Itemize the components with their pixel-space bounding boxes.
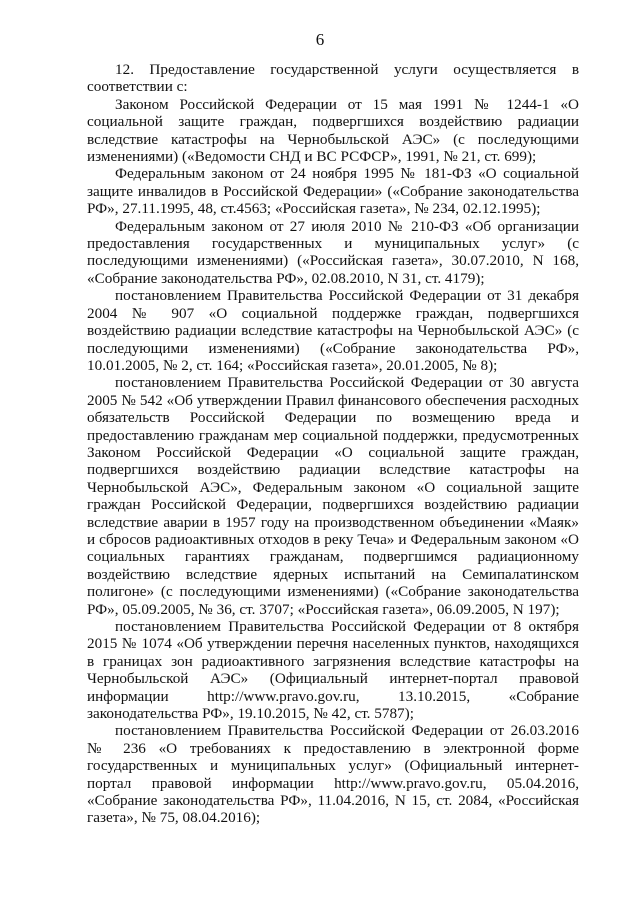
paragraph-law-181-fz: Федеральным законом от 24 ноября 1995 № 181-ФЗ «О социальной защите инвалидов в Российской Федерации» («Собрание законодательства РФ», 27.11.1995, 48, ст.4563; «Российская газета», № 234, 02.12.1995);	[87, 165, 579, 218]
paragraph-service-basis: 12. Предоставление государственной услуги осуществляется в соответствии с:	[87, 61, 579, 96]
paragraph-resolution-1074: постановлением Правительства Российской Федерации от 8 октября 2015 № 1074 «Об утверждении перечня населенных пунктов, находящихся в границах зон радиоактивного загрязнения вследствие катастрофы на Чернобыльской АЭС» (Официальный интернет-портал правовой информации http://www.pravo.gov.ru, 13.10.2015, «Собрание законодательства РФ», 19.10.2015, № 42, ст. 5787);	[87, 618, 579, 723]
paragraph-resolution-907: постановлением Правительства Российской Федерации от 31 декабря 2004 № 907 «О социальной поддержке граждан, подвергшихся воздействию радиации вследствие катастрофы на Чернобыльской АЭС» (с последующими изменениями) («Собрание законодательства РФ», 10.01.2005, № 2, ст. 164; «Российская газета», 20.01.2005, № 8);	[87, 287, 579, 374]
document-body	[87, 61, 579, 827]
paragraph-resolution-236: постановлением Правительства Российской Федерации от 26.03.2016 № 236 «О требованиях к предоставлению в электронной форме государственных и муниципальных услуг» (Официальный интернет-портал правовой информации http://www.pravo.gov.ru, 05.04.2016, «Собрание законодательства РФ», 11.04.2016, N 15, ст. 2084, «Российская газета», № 75, 08.04.2016);	[87, 722, 579, 827]
page-number: 6	[315, 30, 325, 49]
paragraph-resolution-542: постановлением Правительства Российской Федерации от 30 августа 2005 № 542 «Об утверждении Правил финансового обеспечения расходных обязательств Российской Федерации по возмещению вреда и предоставлению гражданам мер социальной поддержки, предусмотренных Законом Российской Федерации «О социальной защите граждан, подвергшихся воздействию радиации вследствие катастрофы на Чернобыльской АЭС», Федеральным законом «О социальной защите граждан Российской Федерации, подвергшихся воздействию радиации вследствие аварии в 1957 году на производственном объединении «Маяк» и сбросов радиоактивных отходов в реку Теча» и Федеральным законом «О социальных гарантиях гражданам, подвергшимся радиационному воздействию вследствие ядерных испытаний на Семипалатинском полигоне» (с последующими изменениями) («Собрание законодательства РФ», 05.09.2005, № 36, ст. 3707; «Российская газета», 06.09.2005, N 197);	[87, 374, 579, 618]
paragraph-law-1244-1: Законом Российской Федерации от 15 мая 1991 № 1244-1 «О социальной защите граждан, подвергшихся воздействию радиации вследствие катастрофы на Чернобыльской АЭС» (с последующими изменениями) («Ведомости СНД и ВС РСФСР», 1991, № 21, ст. 699);	[87, 95, 579, 166]
paragraph-law-210-fz: Федеральным законом от 27 июля 2010 № 210-ФЗ «Об организации предоставления государственных и муниципальных услуг» (с последующими изменениями) («Российская газета», 30.07.2010, N 168, «Собрание законодательства РФ», 02.08.2010, N 31, ст. 4179);	[87, 217, 579, 287]
